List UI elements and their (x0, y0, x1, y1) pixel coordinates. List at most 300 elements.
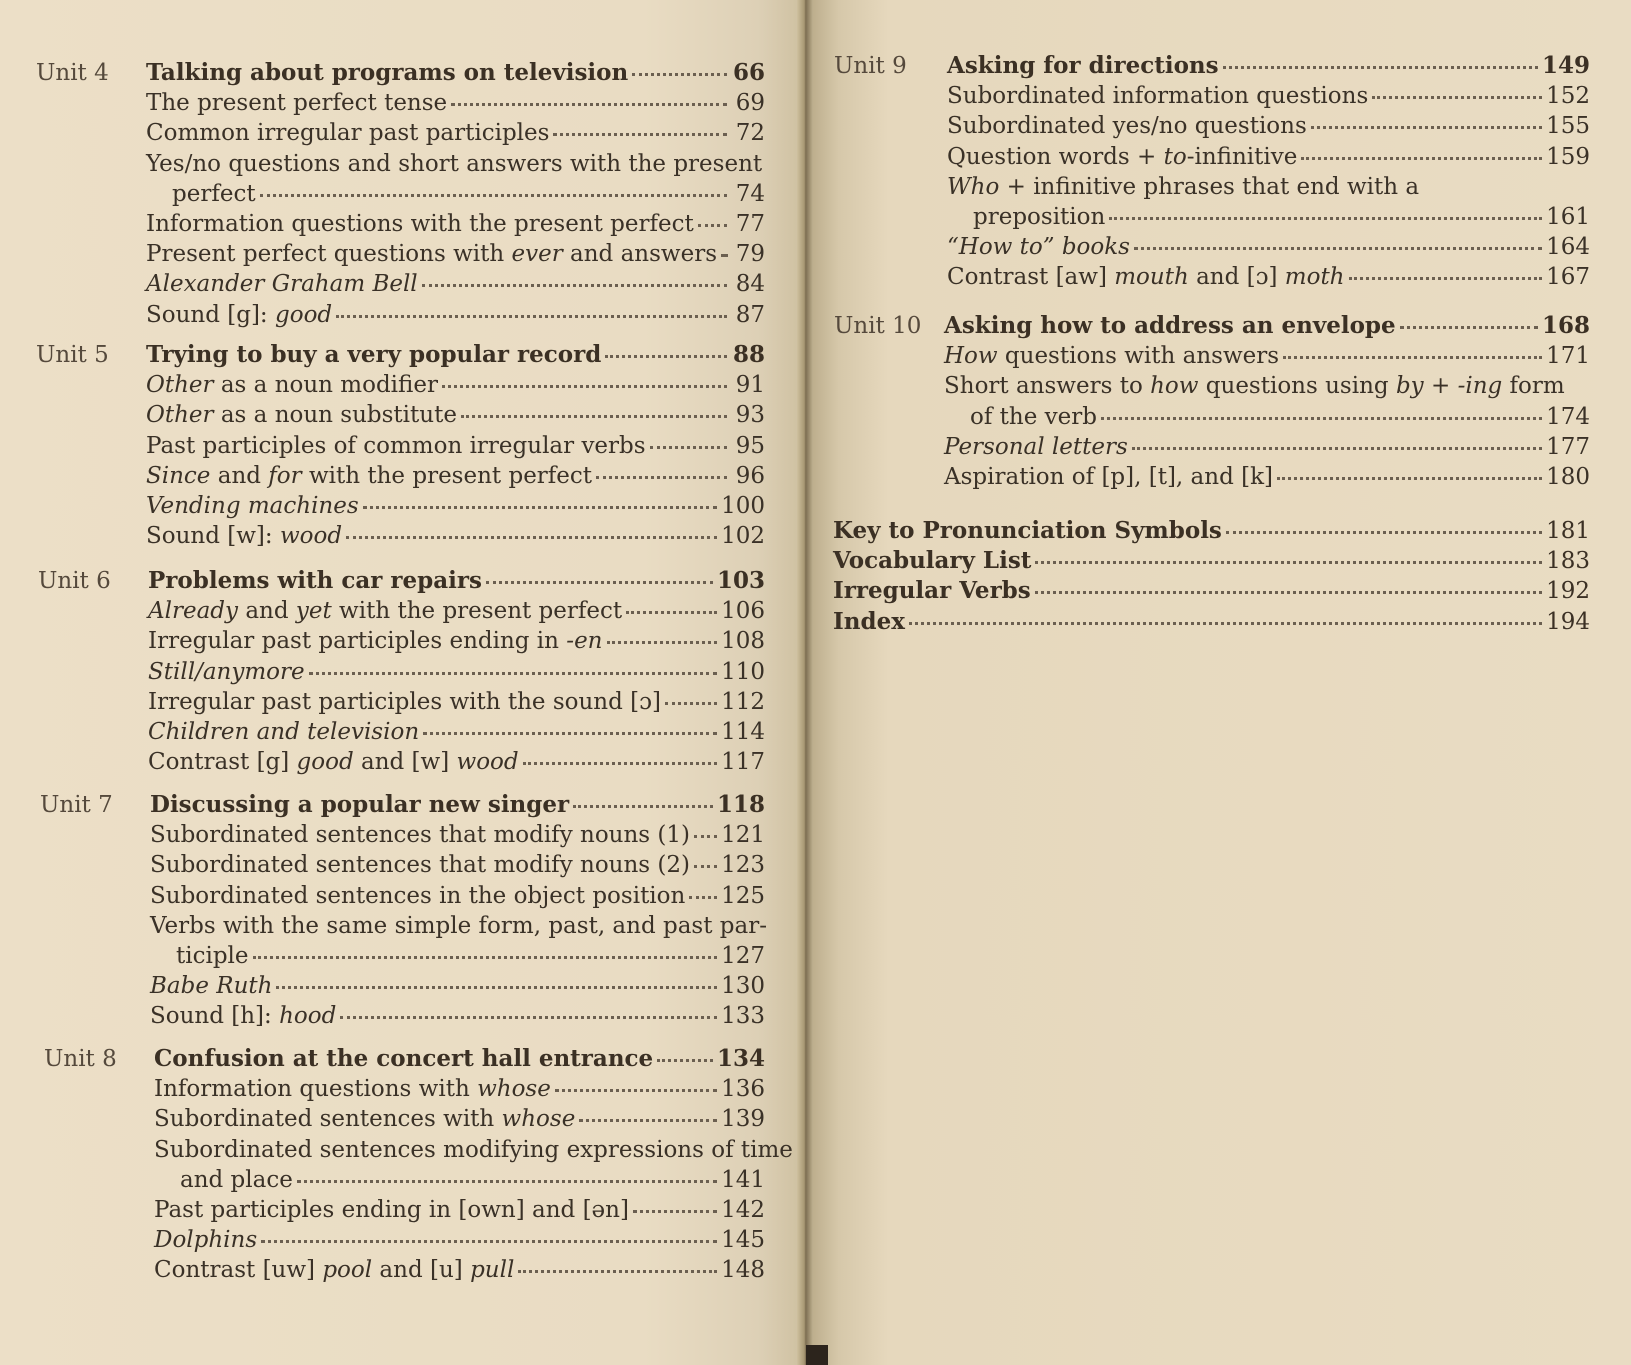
entry-title: Past participles of common irregular verbs (146, 432, 646, 459)
dot-leader (596, 476, 727, 479)
entry-emphasis: moth (1284, 264, 1345, 291)
entry-text-wrap (146, 521, 342, 551)
toc-entry[interactable] (148, 657, 765, 687)
entry-line (944, 402, 1590, 432)
entry-title: Aspiration of [p], [t], and [k] (944, 464, 1273, 490)
entry-title: Dolphins (154, 1227, 258, 1254)
toc-entry[interactable] (947, 232, 1590, 262)
entry-line (947, 51, 1590, 81)
section-title: Trying to buy a very popular record (146, 341, 602, 368)
entry-text-wrap (148, 626, 603, 656)
toc-entry[interactable] (150, 911, 765, 971)
dot-leader (340, 1016, 717, 1019)
dot-leader (579, 1119, 717, 1122)
toc-entry[interactable] (146, 431, 765, 461)
entry-line (944, 432, 1590, 462)
page-number: 106 (721, 598, 765, 625)
entry-text-wrap (146, 461, 592, 491)
dot-leader (573, 805, 713, 808)
entry-emphasis: good (296, 749, 354, 776)
entry-emphasis: wood (456, 749, 519, 776)
toc-entry[interactable] (146, 370, 765, 400)
dot-leader (632, 73, 727, 76)
section-title: Asking how to address an envelope (944, 312, 1396, 339)
entry-text: questions using (1198, 373, 1396, 400)
page-number: 93 (735, 402, 765, 429)
entry-line (146, 88, 765, 118)
entry-line (154, 1074, 765, 1104)
dot-leader (657, 1059, 713, 1062)
dot-leader (346, 536, 717, 539)
entry-text: questions with answers (997, 343, 1280, 370)
toc-entry[interactable] (947, 262, 1590, 292)
entry-text-wrap (146, 118, 549, 148)
entry-line (154, 1104, 765, 1134)
page-number: 148 (721, 1257, 765, 1284)
entry-line (148, 626, 765, 656)
dot-leader (423, 732, 717, 735)
entry-emphasis: wood (279, 523, 343, 550)
entry-line (146, 179, 765, 209)
entry-line (150, 971, 765, 1001)
page-number: 74 (735, 180, 765, 207)
entry-emphasis: whose (501, 1106, 576, 1133)
dot-leader (486, 581, 713, 584)
toc-entry[interactable] (944, 462, 1590, 492)
entry-text-wrap (154, 1104, 575, 1134)
toc-entry[interactable] (150, 881, 765, 911)
page-number: 127 (721, 942, 765, 969)
entry-line (146, 340, 765, 370)
page-number: 183 (1546, 548, 1590, 575)
entry-line (947, 172, 1590, 202)
entry-emphasis: for (268, 462, 302, 489)
entry-title: Babe Ruth (150, 973, 273, 1000)
dot-leader (1372, 96, 1542, 99)
page-number: 142 (721, 1197, 765, 1223)
entry-line (947, 81, 1590, 111)
entry-text-wrap (154, 1195, 629, 1225)
unit-label: Unit 8 (44, 1046, 117, 1072)
toc-entry[interactable] (154, 1074, 765, 1104)
toc-entry[interactable] (154, 1135, 793, 1195)
entry-emphasis: pool (322, 1257, 373, 1284)
back-matter-entry[interactable] (833, 576, 1590, 606)
toc-entry[interactable] (150, 820, 765, 850)
entry-text-wrap (148, 596, 622, 626)
entry-continuation: perfect (172, 180, 256, 207)
entry-text: and (210, 462, 269, 489)
entry-line (154, 1225, 765, 1255)
entry-text-wrap (146, 340, 601, 370)
entry-title: The present perfect tense (146, 90, 448, 117)
entry-text-wrap (148, 566, 482, 596)
entry-line (150, 820, 765, 850)
entry-text-wrap (947, 111, 1307, 141)
entry-line (944, 311, 1590, 341)
dot-leader (721, 254, 727, 257)
dot-leader (523, 762, 717, 765)
entry-title: Irregular past participles with the sound [ɔ] (148, 688, 661, 715)
dot-leader (518, 1270, 717, 1273)
dot-leader (665, 702, 717, 705)
toc-entry[interactable] (148, 626, 765, 656)
entry-text-wrap (146, 269, 418, 299)
entry-title: Past participles ending in [own] and [ən] (154, 1197, 629, 1223)
back-matter-entry[interactable] (833, 607, 1590, 637)
toc-entry[interactable] (146, 269, 765, 299)
dot-leader (363, 506, 717, 509)
toc-entry[interactable] (154, 1044, 765, 1074)
entry-title: Children and television (148, 719, 420, 745)
section-title: Discussing a popular new singer (150, 791, 570, 818)
entry-emphasis: -en (566, 628, 603, 655)
page-number: 168 (1541, 312, 1590, 339)
back-matter-entry[interactable] (833, 516, 1590, 546)
entry-line (154, 1255, 765, 1285)
toc-entry[interactable] (146, 521, 765, 551)
entry-line (150, 850, 765, 880)
entry-emphasis: Who (947, 173, 1000, 200)
entry-text: with the present perfect (331, 598, 623, 625)
dot-leader (1301, 157, 1542, 160)
entry-text-wrap (148, 657, 305, 687)
toc-entry[interactable] (154, 1104, 765, 1134)
toc-entry[interactable] (944, 341, 1590, 371)
entry-emphasis: Other (146, 402, 214, 429)
entry-text: Contrast [aw] (947, 264, 1115, 291)
entry-text-wrap (146, 491, 359, 521)
entry-text: Present perfect questions with (146, 241, 512, 268)
entry-title: Vending machines (146, 493, 359, 519)
dot-leader (1283, 356, 1542, 359)
entry-title: Subordinated sentences that modify nouns (1) (150, 822, 690, 849)
page-number: 84 (735, 271, 765, 298)
entry-text-wrap (947, 81, 1368, 111)
page-number: 134 (716, 1045, 765, 1072)
entry-continuation: preposition (973, 203, 1106, 230)
toc-entry[interactable] (146, 400, 765, 430)
dot-leader (1101, 417, 1542, 420)
dot-leader (698, 224, 727, 227)
toc-entry[interactable] (148, 596, 765, 626)
entry-text: and answers (562, 241, 717, 268)
page-number: 180 (1546, 464, 1590, 490)
page-number: 194 (1546, 608, 1590, 635)
entry-emphasis: ever (511, 241, 563, 268)
entry-text: as a noun modifier (213, 372, 438, 399)
page-number: 79 (735, 241, 765, 268)
back-matter-title: Key to Pronunciation Symbols (833, 517, 1222, 544)
entry-text: -infinitive (1186, 143, 1298, 170)
dot-leader (451, 103, 727, 106)
entry-text-wrap (944, 432, 1128, 462)
dot-leader (1311, 126, 1542, 129)
entry-title: “How to” books (947, 234, 1130, 261)
dot-leader (555, 1089, 717, 1092)
entry-emphasis: yet (295, 598, 332, 625)
entry-text: Short answers to (944, 373, 1151, 400)
entry-line (150, 1001, 765, 1031)
toc-entry[interactable] (150, 1001, 765, 1031)
entry-text-wrap (146, 300, 332, 330)
dot-leader (1349, 277, 1543, 280)
dot-leader (336, 315, 727, 318)
dot-leader (909, 622, 1542, 625)
toc-entry[interactable] (944, 371, 1590, 431)
page-number: 161 (1546, 203, 1590, 230)
entry-line (944, 341, 1590, 371)
entry-emphasis: Other (146, 372, 214, 399)
page-number: 159 (1546, 143, 1590, 170)
dot-leader (276, 986, 717, 989)
toc-entry[interactable] (146, 491, 765, 521)
entry-text: Contrast [g] (148, 749, 297, 776)
toc-entry[interactable] (150, 971, 765, 1001)
toc-entry[interactable] (148, 717, 765, 747)
dot-leader (607, 641, 718, 644)
dot-leader (689, 896, 717, 899)
dot-leader (309, 672, 717, 675)
dot-leader (422, 284, 727, 287)
entry-title: Verbs with the same simple form, past, and past par- (150, 912, 767, 939)
entry-text: Sound [g]: (146, 301, 275, 328)
page-number: 112 (721, 688, 765, 715)
toc-entry[interactable] (146, 88, 765, 118)
entry-line (148, 657, 765, 687)
entry-text-wrap (148, 687, 661, 717)
entry-text-wrap (944, 371, 1565, 401)
toc-entry[interactable] (947, 142, 1590, 172)
page-number: 130 (721, 973, 765, 1000)
entry-line (148, 596, 765, 626)
page-number: 123 (721, 852, 765, 879)
entry-text-wrap (148, 747, 519, 777)
unit-label: Unit 10 (834, 313, 922, 339)
entry-text-wrap (154, 1255, 514, 1285)
entry-emphasis: how (1150, 373, 1199, 400)
toc-entry[interactable] (150, 790, 765, 820)
gutter-shadow (806, 1345, 828, 1365)
toc-entry[interactable] (947, 81, 1590, 111)
entry-line (146, 400, 765, 430)
entry-title: Common irregular past participles (146, 120, 550, 147)
dot-leader (253, 956, 718, 959)
entry-text: Contrast [uw] (154, 1257, 323, 1284)
dot-leader (1132, 447, 1542, 450)
page-number: 91 (735, 372, 765, 399)
entry-line (146, 58, 765, 88)
entry-emphasis: whose (477, 1076, 551, 1103)
entry-line (154, 1165, 765, 1195)
page-number: 155 (1546, 113, 1590, 140)
entry-text-wrap (146, 88, 447, 118)
dot-leader (461, 415, 727, 418)
entry-title: Personal letters (944, 433, 1128, 460)
entry-line (947, 111, 1590, 141)
entry-text: form (1502, 373, 1565, 400)
page-number: 174 (1546, 403, 1590, 430)
entry-line (146, 431, 765, 461)
entry-emphasis: good (275, 301, 333, 328)
entry-text: as a noun substitute (213, 402, 457, 429)
back-matter-title: Vocabulary List (833, 547, 1032, 575)
dot-leader (260, 194, 727, 197)
entry-text-wrap (944, 462, 1273, 492)
toc-entry[interactable] (146, 209, 765, 239)
section-title: Problems with car repairs (148, 567, 482, 594)
entry-text-wrap (154, 1135, 793, 1165)
dot-leader (297, 1180, 717, 1183)
entry-text: Information questions with (154, 1076, 478, 1103)
dot-leader (633, 1210, 717, 1213)
entry-text-wrap (150, 790, 569, 820)
entry-line (148, 566, 765, 596)
entry-text: Irregular past participles ending in (148, 628, 567, 655)
page-number: 149 (1541, 52, 1590, 79)
page-number: 133 (721, 1003, 765, 1030)
page-number: 125 (721, 882, 765, 909)
entry-title: Yes/no questions and short answers with the present (146, 150, 763, 177)
toc-entry[interactable] (148, 747, 765, 777)
toc-entry[interactable] (148, 566, 765, 596)
page-number: 77 (735, 211, 765, 237)
entry-line (146, 239, 765, 269)
book-gutter (797, 0, 813, 1365)
page-number: 72 (735, 120, 765, 147)
toc-entry[interactable] (146, 461, 765, 491)
dot-leader (1223, 66, 1538, 69)
entry-text-wrap (146, 370, 438, 400)
toc-entry[interactable] (146, 149, 765, 209)
toc-entry[interactable] (944, 311, 1590, 341)
dot-leader (1400, 326, 1538, 329)
entry-line (146, 269, 765, 299)
page-number: 145 (721, 1227, 765, 1254)
entry-emphasis: How (944, 343, 998, 370)
page-number: 117 (721, 749, 765, 776)
entry-text-wrap (150, 911, 767, 941)
entry-emphasis: Since (146, 462, 211, 489)
unit-label: Unit 7 (40, 792, 113, 818)
entry-line (947, 142, 1590, 172)
entry-text-wrap (146, 400, 457, 430)
page-number: 103 (716, 567, 765, 594)
entry-emphasis: mouth (1114, 264, 1189, 291)
entry-text: + infinitive phrases that end with a (999, 173, 1420, 200)
entry-emphasis: by (1395, 373, 1424, 400)
page-number: 87 (735, 301, 765, 328)
entry-text-wrap (154, 1044, 653, 1074)
entry-title: Subordinated sentences that modify nouns (2) (150, 852, 690, 879)
page-number: 118 (716, 791, 765, 818)
entry-text-wrap (146, 149, 762, 179)
entry-line (947, 262, 1590, 292)
toc-entry[interactable] (148, 687, 765, 717)
toc-entry[interactable] (146, 239, 765, 269)
entry-title: Subordinated yes/no questions (947, 113, 1307, 140)
dot-leader (1035, 561, 1542, 564)
entry-text-wrap (947, 172, 1419, 202)
toc-entry[interactable] (146, 300, 765, 330)
entry-text-wrap (154, 1225, 257, 1255)
entry-text: and (238, 598, 296, 625)
toc-entry[interactable] (146, 340, 765, 370)
entry-text-wrap (146, 431, 646, 461)
toc-entry[interactable] (146, 118, 765, 148)
back-matter-entry[interactable] (833, 546, 1590, 576)
page-number: 102 (721, 523, 765, 550)
toc-entry[interactable] (944, 432, 1590, 462)
entry-line (146, 209, 765, 239)
entry-text-wrap (944, 311, 1396, 341)
toc-entry[interactable] (947, 172, 1590, 232)
page-number: 114 (721, 719, 765, 745)
toc-entry[interactable] (947, 111, 1590, 141)
toc-entry[interactable] (154, 1195, 765, 1225)
entry-text-wrap (947, 262, 1345, 292)
toc-entry[interactable] (947, 51, 1590, 81)
page-number: 141 (721, 1166, 765, 1193)
dot-leader (1109, 217, 1542, 220)
entry-line (146, 521, 765, 551)
entry-text: and [u] (372, 1257, 471, 1284)
unit-label: Unit 9 (834, 53, 907, 79)
page-number: 152 (1546, 83, 1590, 110)
entry-line (148, 687, 765, 717)
entry-text-wrap (150, 850, 690, 880)
section-title: Confusion at the concert hall entrance (154, 1045, 654, 1072)
entry-text-wrap (947, 232, 1130, 262)
entry-emphasis: to (1163, 143, 1187, 170)
entry-text: + (1423, 373, 1458, 400)
dot-leader (626, 611, 717, 614)
entry-line (146, 491, 765, 521)
entry-line (947, 202, 1590, 232)
page-number: 181 (1546, 518, 1590, 544)
toc-entry[interactable] (146, 58, 765, 88)
entry-line (146, 461, 765, 491)
entry-continuation: and place (180, 1166, 293, 1193)
toc-entry[interactable] (154, 1255, 765, 1285)
entry-emphasis: Already (148, 598, 239, 625)
entry-line (150, 911, 765, 941)
dot-leader (553, 133, 727, 136)
entry-emphasis: -ing (1457, 373, 1503, 400)
page-number: 177 (1546, 433, 1590, 460)
entry-line (944, 371, 1590, 401)
entry-continuation: of the verb (970, 403, 1097, 430)
toc-entry[interactable] (150, 850, 765, 880)
entry-title: Subordinated information questions (947, 83, 1369, 110)
entry-text: and [w] (353, 749, 457, 776)
dot-leader (1277, 477, 1542, 480)
entry-title: Subordinated sentences modifying expressions of time (154, 1136, 793, 1163)
page-number: 108 (721, 628, 765, 655)
entry-line (148, 717, 765, 747)
dot-leader (1226, 531, 1542, 534)
entry-title: Still/anymore (148, 658, 305, 685)
entry-text-wrap (148, 717, 419, 747)
dot-leader (605, 355, 727, 358)
page-number: 164 (1546, 234, 1590, 261)
toc-entry[interactable] (154, 1225, 765, 1255)
back-matter-title: Index (833, 607, 905, 635)
entry-title: Alexander Graham Bell (146, 271, 418, 298)
entry-emphasis: hood (279, 1003, 337, 1030)
page-number: 100 (721, 493, 765, 519)
entry-line (947, 232, 1590, 262)
